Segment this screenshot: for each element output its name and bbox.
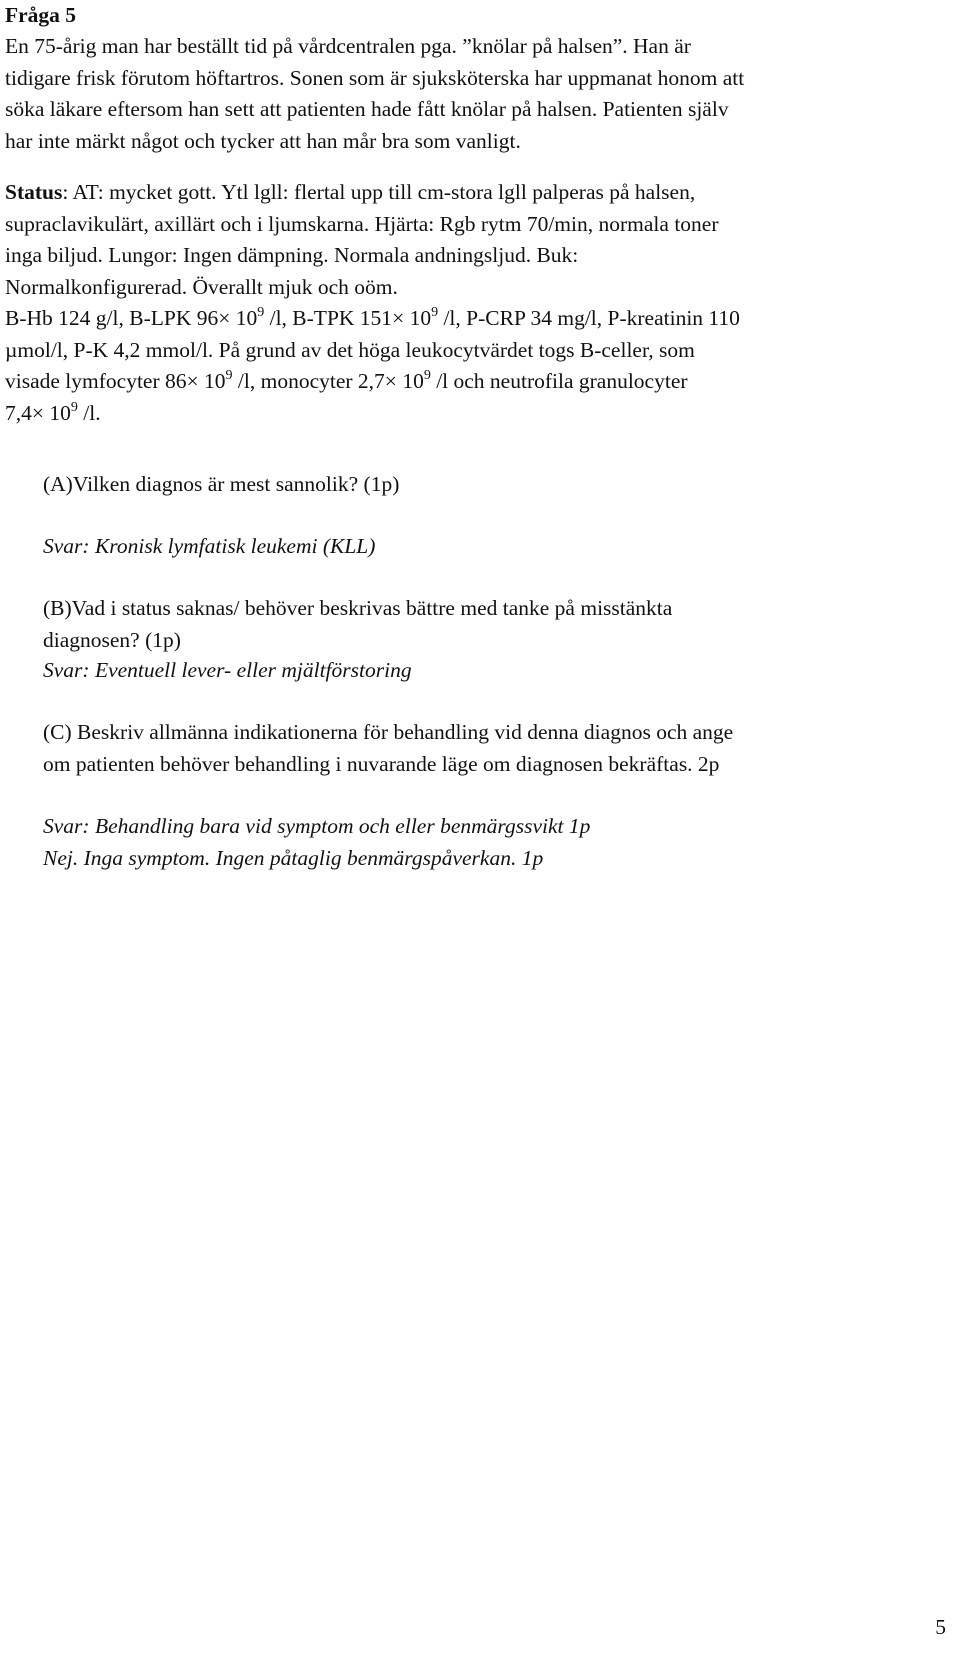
answer-a-text: Svar: Kronisk lymfatisk leukemi (KLL) bbox=[43, 534, 376, 558]
page-number: 5 bbox=[935, 1615, 946, 1639]
times-sign: × bbox=[31, 400, 45, 425]
status-line bbox=[5, 177, 940, 209]
lab-text: /l, P-CRP 34 mg/l, P-kreatinin 110 bbox=[443, 306, 740, 330]
exponent: 9 bbox=[423, 368, 431, 383]
question-a bbox=[43, 469, 960, 501]
exponent: 9 bbox=[431, 305, 439, 320]
answer-c-line: Nej. Inga symptom. Ingen påtaglig benmärgspåverkan. 1p bbox=[43, 845, 544, 870]
lab-line bbox=[5, 303, 940, 335]
question-c-line: om patienten behöver behandling i nuvarande läge om diagnosen bekräftas. 2p bbox=[43, 751, 720, 776]
lab-text: 10 bbox=[409, 306, 432, 330]
exponent: 9 bbox=[70, 399, 78, 415]
question-b-line: (B)Vad i status saknas/ behöver beskrivas bättre med tanke på misstänkta bbox=[43, 596, 673, 620]
answer-b bbox=[43, 655, 960, 687]
status-label: Status bbox=[5, 180, 63, 204]
lab-text: B-Hb 124 g/l, B-LPK 96 bbox=[5, 306, 219, 330]
question-c bbox=[43, 717, 960, 780]
intro-line: En 75-årig man har beställt tid på vårdcentralen pga. ”knölar på halsen”. Han är bbox=[5, 34, 691, 58]
intro-line: har inte märkt något och tycker att han mår bra som vanligt. bbox=[5, 128, 521, 153]
answer-c-line: Svar: Behandling bara vid symptom och eller benmärgssvikt 1p bbox=[43, 814, 591, 838]
answer-c bbox=[43, 811, 960, 874]
lab-text: /l, monocyter 2,7 bbox=[237, 369, 385, 393]
lab-line bbox=[5, 366, 940, 398]
answer-b-text: Svar: Eventuell lever- eller mjältförstoring bbox=[43, 658, 412, 682]
status-line: Normalkonfigurerad. Överallt mjuk och oöm. bbox=[5, 274, 398, 299]
status-line: supraclavikulärt, axillärt och i ljumskarna. Hjärta: Rgb rytm 70/min, normala toner bbox=[5, 211, 719, 236]
question-b bbox=[43, 593, 960, 656]
lab-text: 10 bbox=[402, 369, 424, 393]
lab-results bbox=[5, 303, 940, 429]
status-text: : AT: mycket gott. Ytl lgll: flertal upp till cm-stora lgll palperas på halsen, bbox=[62, 180, 696, 204]
status-line: inga biljud. Lungor: Ingen dämpning. Normala andningsljud. Buk: bbox=[5, 243, 579, 267]
question-a-text: (A)Vilken diagnos är mest sannolik? (1p) bbox=[43, 472, 400, 496]
case-intro bbox=[5, 31, 940, 157]
lab-text: /l, B-TPK 151 bbox=[269, 306, 393, 330]
lab-text: 10 bbox=[235, 306, 258, 330]
lab-text: /l. bbox=[83, 400, 101, 425]
lab-text: 7,4 bbox=[5, 400, 32, 425]
intro-line: söka läkare eftersom han sett att patienten hade fått knölar på halsen. Patienten själv bbox=[5, 97, 729, 121]
lab-text: visade lymfocyter 86 bbox=[5, 369, 187, 393]
question-c-line: (C) Beskriv allmänna indikationerna för behandling vid denna diagnos och ange bbox=[43, 720, 734, 744]
times-sign: × bbox=[186, 369, 199, 393]
times-sign: × bbox=[218, 306, 231, 330]
question-heading: Fråga 5 bbox=[5, 3, 77, 27]
exponent: 9 bbox=[225, 368, 233, 383]
times-sign: × bbox=[392, 306, 405, 330]
answer-a bbox=[43, 531, 960, 563]
lab-text: /l och neutrofila granulocyter bbox=[436, 369, 688, 393]
status-section bbox=[5, 177, 940, 303]
times-sign: × bbox=[384, 369, 397, 393]
intro-line: tidigare frisk förutom höftartros. Sonen som är sjuksköterska har uppmanat honom att bbox=[5, 65, 745, 90]
lab-text: 10 bbox=[49, 400, 71, 425]
exponent: 9 bbox=[257, 305, 265, 320]
lab-line: µmol/l, P-K 4,2 mmol/l. På grund av det höga leukocytvärdet togs B-celler, som bbox=[5, 337, 695, 362]
lab-text: 10 bbox=[204, 369, 226, 393]
question-b-line: diagnosen? (1p) bbox=[43, 627, 181, 652]
lab-line bbox=[5, 398, 940, 430]
